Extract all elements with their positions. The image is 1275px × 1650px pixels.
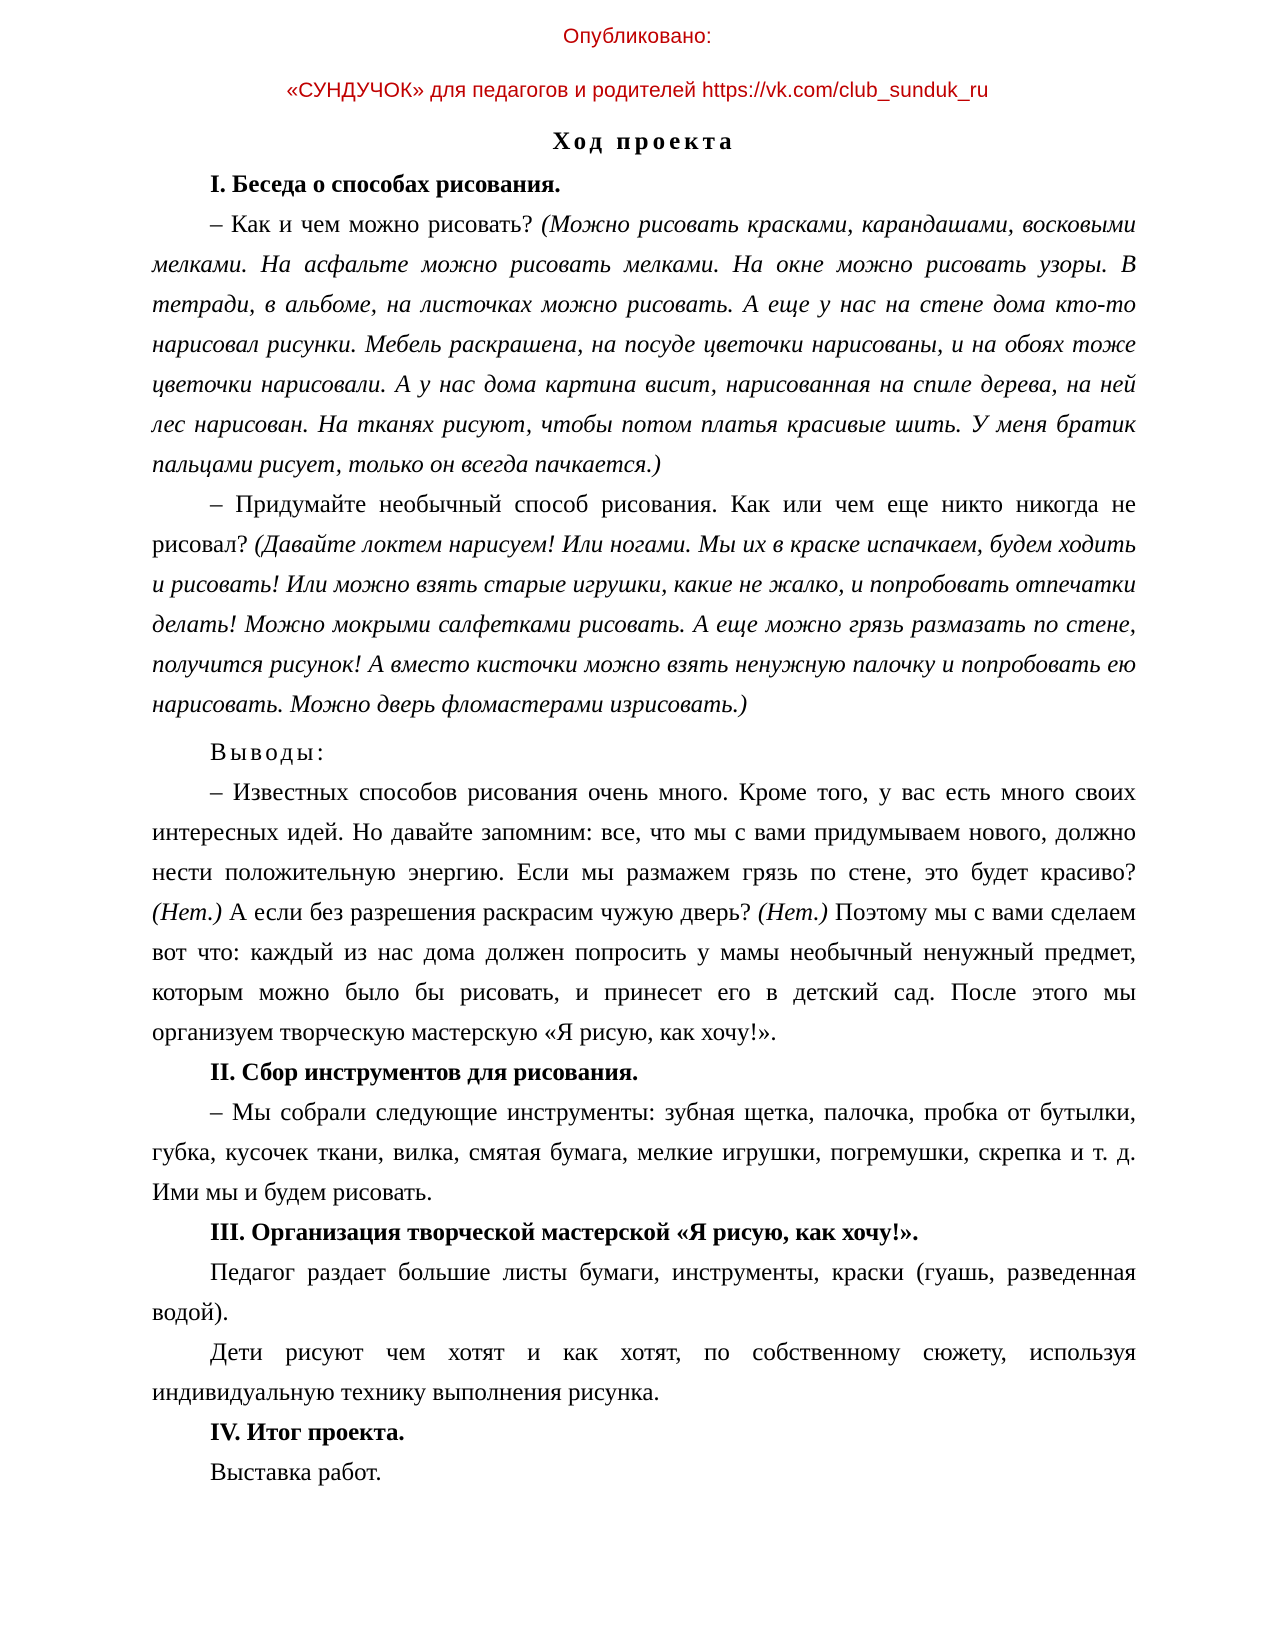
paragraph-4-1-lead: Выставка работ. [210,1459,382,1486]
document-body [152,122,1136,1493]
paragraph-conclusions [152,773,1136,1053]
spacer [152,725,1136,733]
paragraph-3-2 [152,1333,1136,1413]
paragraph-3-2-lead: Дети рисуют чем хотят и как хотят, по собственному сюжету, используя индивидуальную технику выполнения рисунка. [152,1339,1136,1406]
conclusions-part-2: А если без разрешения раскрасим чужую дверь? [222,899,758,926]
paragraph-3-1-lead: Педагог раздает большие листы бумаги, инструменты, краски (гуашь, разведенная водой). [152,1259,1136,1326]
section-heading-3: III. Организация творческой мастерской «Я рисую, как хочу!». [210,1219,919,1246]
paragraph-2-1 [152,1093,1136,1213]
paragraph-1-1-lead: – Как и чем можно рисовать? [210,211,542,238]
section-heading-4: IV. Итог проекта. [210,1419,405,1446]
conclusions-part-1: – Известных способов рисования очень много. Кроме того, у вас есть много своих интересных идей. Но давайте запомним: все, что мы с вами придумываем нового, должно нести положительную энергию. Если мы размажем грязь по стене, это будет красиво? [152,779,1136,886]
paragraph-2-1-lead: – Мы собрали следующие инструменты: зубная щетка, палочка, пробка от бутылки, губка, кусочек ткани, вилка, смятая бумага, мелкие игрушки, погремушки, скрепка и т. д. Ими мы и будем рисовать. [152,1099,1136,1206]
conclusions-label: Выводы: [210,739,328,766]
paragraph-1-2-lead: – Придумайте необычный способ рисования. Как или чем еще никто никогда не рисовал? [152,491,1136,558]
conclusions-answer-2: (Нет.) [757,899,828,926]
page-title: Ход проекта [552,128,736,155]
paragraph-4-1 [152,1453,1136,1493]
section-heading-1: I. Беседа о способах рисования. [210,171,561,198]
published-label: Опубликовано: [563,25,712,48]
conclusions-part-3: Поэтому мы с вами сделаем вот что: каждый из нас дома должен попросить у мамы необычный ненужный предмет, которым можно было бы рисовать, и принесет его в детский сад. После этого мы организуем творческую мастерскую «Я рисую, как хочу!». [152,899,1136,1046]
paragraph-1-2-italic: (Давайте локтем нарисуем! Или ногами. Мы их в краске испачкаем, будем ходить и рисовать! Или можно взять старые игрушки, какие не жалко, и попробовать отпечатки делать! Можно мокрыми салфетками рисовать. А еще можно грязь размазать по стене, получится рисунок! А вместо кисточки можно взять ненужную палочку и попробовать ею нарисовать. Можно дверь фломастерами изрисовать.) [152,531,1136,718]
published-source-link[interactable]: «СУНДУЧОК» для педагогов и родителей https://vk.com/club_sunduk_ru [286,79,989,102]
paragraph-1-1 [152,205,1136,485]
paragraph-3-1 [152,1253,1136,1333]
paragraph-1-1-italic: (Можно рисовать красками, карандашами, восковыми мелками. На асфальте можно рисовать мелками. На окне можно рисовать узоры. В тетради, в альбоме, на листочках можно рисовать. А еще у нас на стене дома кто-то нарисовал рисунки. Мебель раскрашена, на посуде цветочки нарисованы, и на обоях тоже цветочки нарисовали. А у нас дома картина висит, нарисованная на спиле дерева, на ней лес нарисован. На тканях рисуют, чтобы потом платья красивые шить. У меня братик пальцами рисует, только он всегда пачкается.) [152,211,1136,478]
section-heading-2: II. Сбор инструментов для рисования. [210,1059,639,1086]
conclusions-answer-1: (Нет.) [152,899,223,926]
published-header [0,22,1275,106]
paragraph-1-2 [152,485,1136,725]
